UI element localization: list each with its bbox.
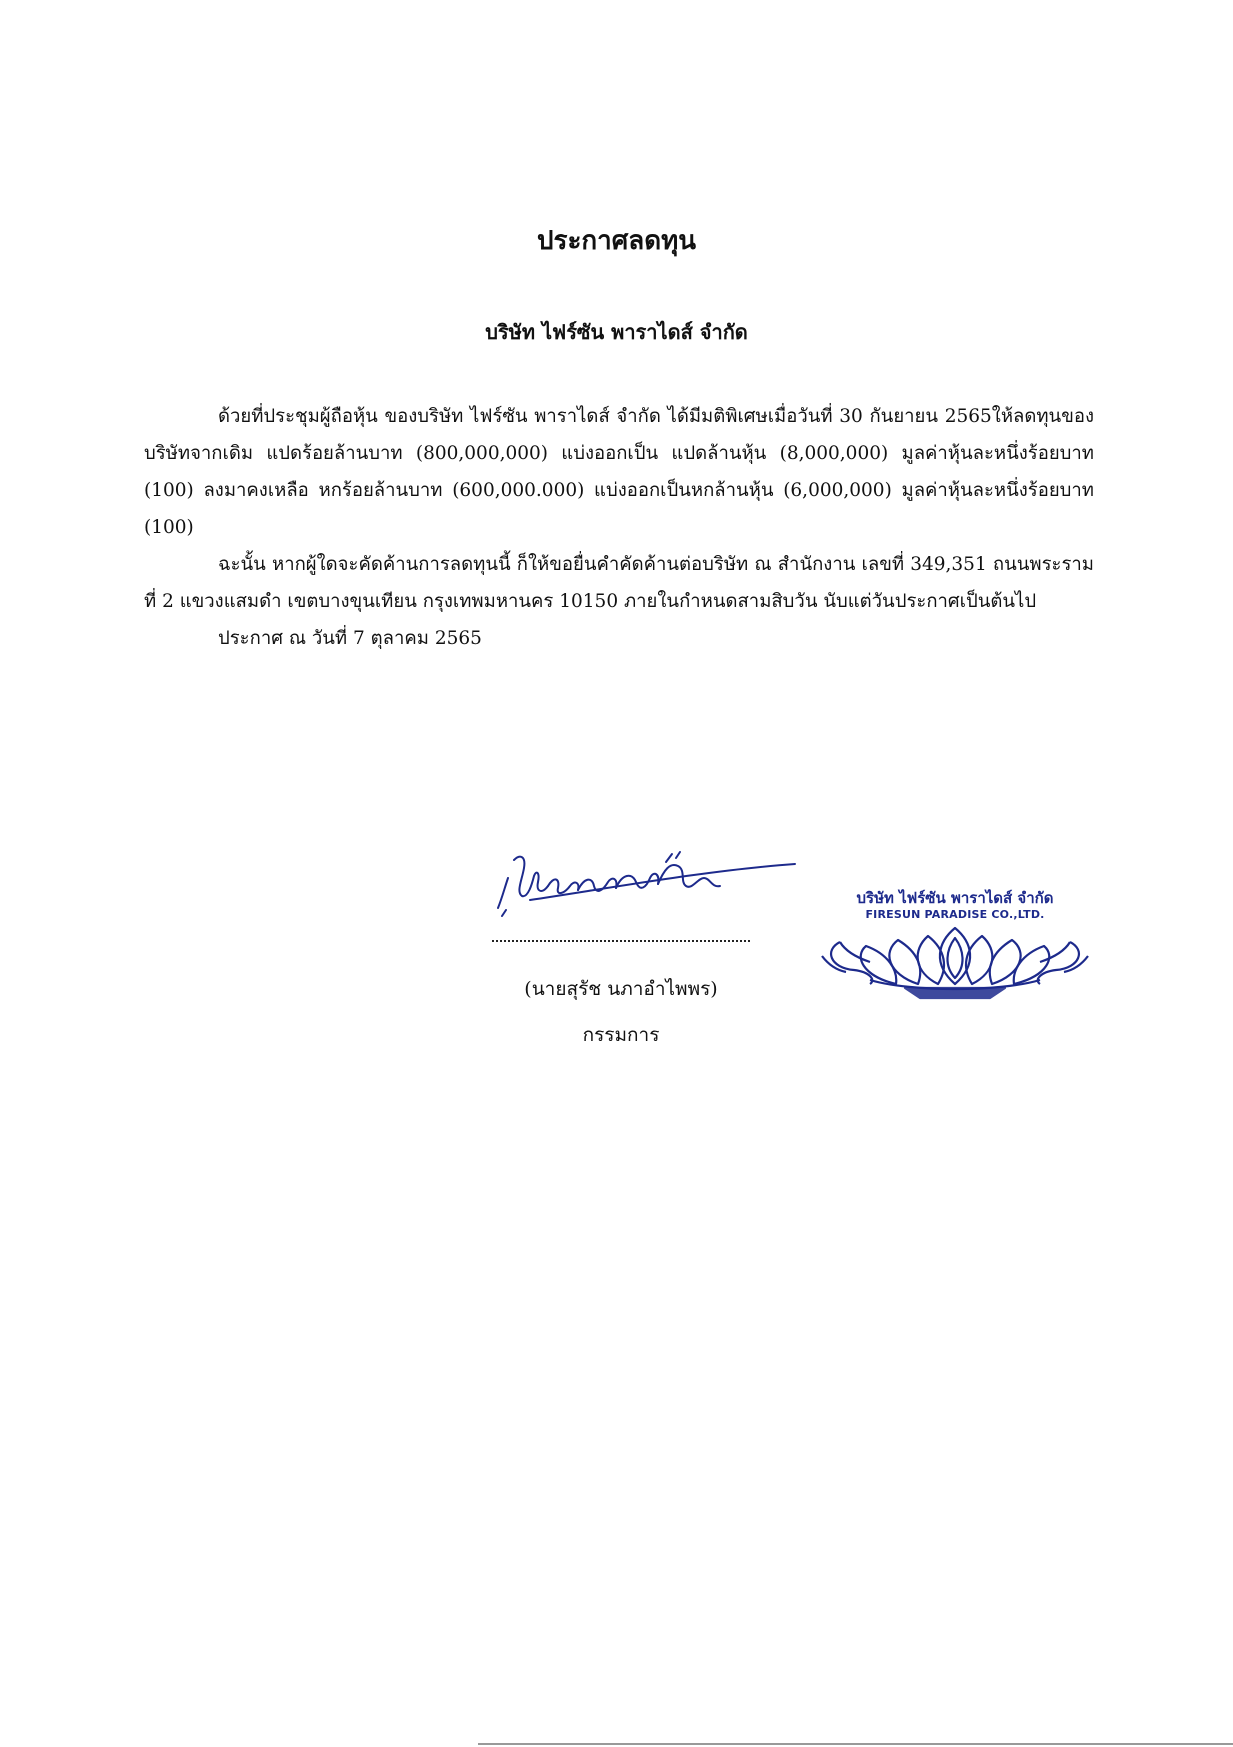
signature-line — [492, 940, 750, 942]
stamp-english-name: FIRESUN PARADISE CO.,LTD. — [865, 908, 1045, 921]
announcement-date: ประกาศ ณ วันที่ 7 ตุลาคม 2565 — [218, 628, 482, 649]
paragraph-resolution: ด้วยที่ประชุมผู้ถือหุ้น ของบริษัท ไฟร์ซัน พาราไดส์ จำกัด ได้มีมติพิเศษเมื่อวันที่ 30 กันยายน 2565ให้ลดทุนของบริษัทจากเดิม แปดร้อยล้านบาท (800,000,000) แบ่งออกเป็น แปดล้านหุ้น (8,000,000) มูลค่าหุ้นละหนึ่งร้อยบาท (100) ลงมาคงเหลือ หกร้อยล้านบาท (600,000.000) แบ่งออกเป็นหกล้านหุ้น (6,000,000) มูลค่าหุ้นละหนึ่งร้อยบาท (100) — [144, 406, 1094, 538]
company-name: บริษัท ไฟร์ซัน พาราไดส์ จำกัด — [485, 320, 748, 344]
document-body — [144, 398, 1094, 657]
signatory-name: (นายสุรัช นภาอำไพพร) — [524, 978, 718, 1000]
company-stamp-lotus-icon — [810, 880, 1100, 1005]
paragraph-objection: ฉะนั้น หากผู้ใดจะคัดค้านการลดทุนนี้ ก็ให้ขอยื่นคำคัดค้านต่อบริษัท ณ สำนักงาน เลขที่ 349,351 ถนนพระรามที่ 2 แขวงแสมดำ เขตบางขุนเทียน กรุงเทพมหานคร 10150 ภายในกำหนดสามสิบวัน นับแต่วันประกาศเป็นต้นไป — [144, 554, 1094, 612]
handwritten-signature — [490, 848, 800, 918]
signatory-title: กรรมการ — [582, 1024, 660, 1046]
scan-edge-rule — [478, 1743, 1233, 1745]
stamp-thai-name: บริษัท ไฟร์ซัน พาราไดส์ จำกัด — [856, 889, 1054, 907]
document-title: ประกาศลดทุน — [536, 226, 696, 256]
